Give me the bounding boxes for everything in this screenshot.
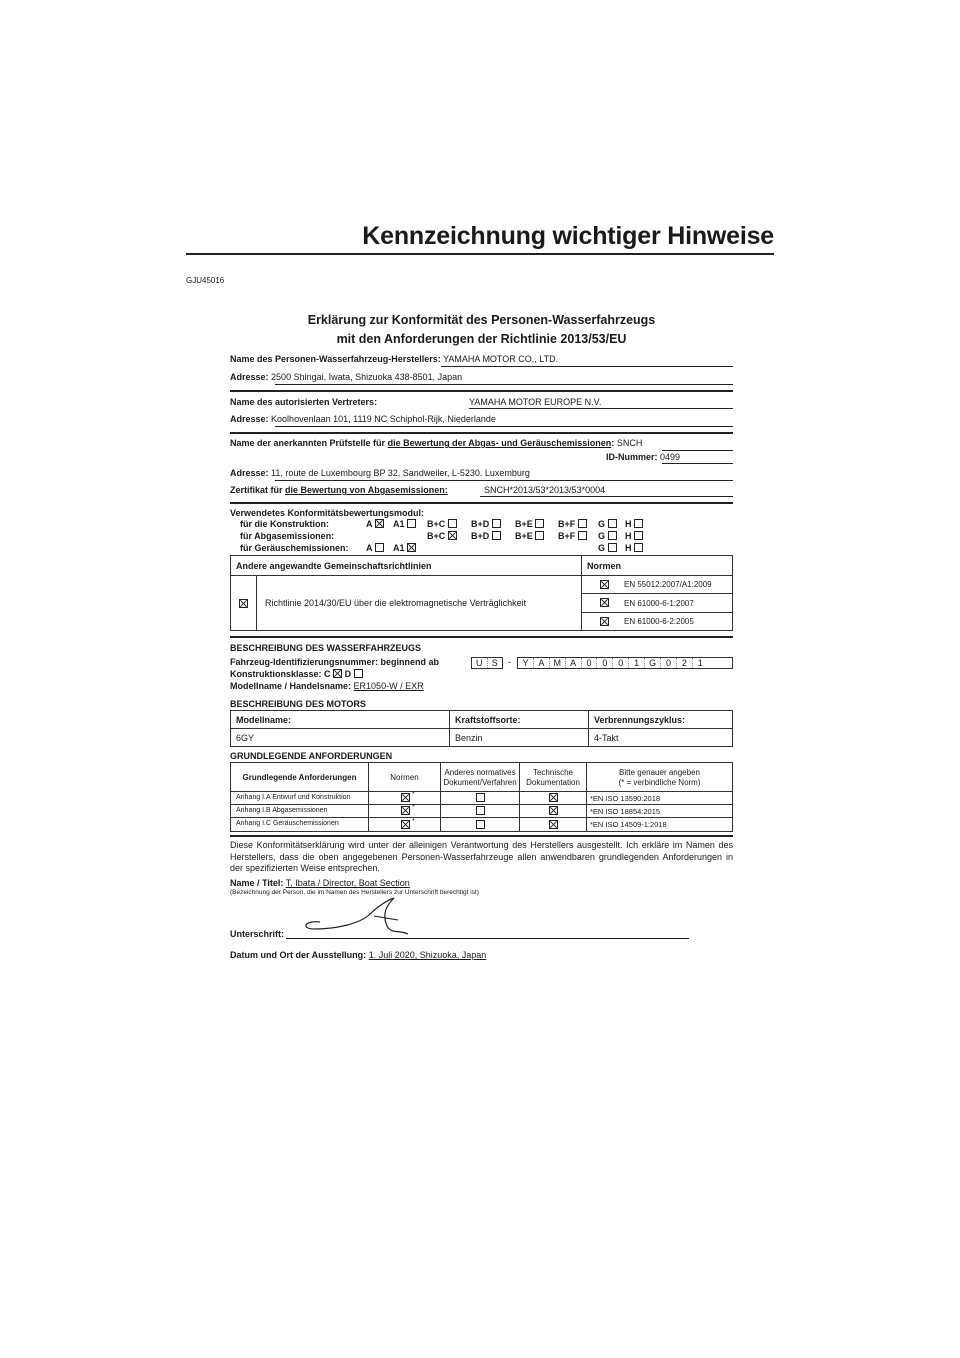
module-row-exhaust-label: für Abgasemissionen: xyxy=(240,531,335,541)
directive-checkbox-cell xyxy=(230,575,257,631)
body-underline xyxy=(662,450,733,451)
req-header-4: Technische Dokumentation xyxy=(519,762,587,792)
vin-prefix-box: U S xyxy=(471,657,503,669)
req-header-1: Grundlegende Anforderungen xyxy=(230,762,369,792)
model-value: ER1050-W / EXR xyxy=(353,681,424,691)
requirements-title: GRUNDLEGENDE ANFORDERUNGEN xyxy=(230,751,393,761)
id-label: ID-Nummer: xyxy=(606,452,658,462)
page-title: Kennzeichnung wichtiger Hinweise xyxy=(362,222,774,250)
body-address: 11, route de Luxembourg BP 32, Sandweiler, L-5230. Luxemburg xyxy=(271,468,530,478)
checkbox-empty xyxy=(407,519,416,528)
engine-header-fuel: Kraftstoffsorte: xyxy=(449,710,589,729)
address-label: Adresse: xyxy=(230,414,269,424)
closing-statement: Diese Konformitätserklärung wird unter der alleinigen Verantwortung des Herstellers ausgestellt. Ich erkläre im Namen des Herstellers, dass die oben angegebenen Personen-Wasserfahrzeuge allen anwendbaren grundlegenden Anforderungen in der spezifizierten Weise entsprechen. xyxy=(230,840,733,873)
directive-cell: Richtlinie 2014/30/EU über die elektromagnetische Verträglichkeit xyxy=(256,575,582,631)
rep-address: Koolhovenlaan 101, 1119 NC Schiphol-Rijk, Niederlande xyxy=(271,414,496,424)
checkbox-empty xyxy=(535,519,544,528)
checkbox-empty xyxy=(578,531,587,540)
id-underline xyxy=(662,463,733,464)
checkbox-checked xyxy=(239,599,248,608)
cert-row xyxy=(230,485,448,495)
engine-header-model: Modellname: xyxy=(230,710,450,729)
rep-value: YAMAHA MOTOR EUROPE N.V. xyxy=(469,397,602,407)
name-title-row: Name / Titel: T. Ibata / Director, Boat Section xyxy=(230,878,410,888)
module-a1-noise: A1 xyxy=(393,543,416,553)
section-divider xyxy=(230,432,733,434)
checkbox-empty xyxy=(634,543,643,552)
module-h-noise: H xyxy=(625,543,643,553)
module-row-construction-label: für die Konstruktion: xyxy=(240,519,329,529)
manufacturer-value: YAMAHA MOTOR CO., LTD. xyxy=(443,354,559,364)
manufacturer-row xyxy=(230,354,558,364)
address-underline xyxy=(275,384,733,385)
declaration-heading-1: Erklärung zur Konformität des Personen-Wasserfahrzeugs xyxy=(307,313,656,327)
signature-label: Unterschrift: xyxy=(230,929,285,939)
section-divider xyxy=(230,502,733,504)
body-row: Name der anerkannten Prüfstelle für die Bewertung der Abgas- und Geräuschemissionen: SNCH xyxy=(230,438,643,448)
norm-row-1: EN 55012:2007/A1:2009 xyxy=(581,575,733,594)
checkbox-checked xyxy=(407,543,416,552)
module-row-noise-label: für Geräuschemissionen: xyxy=(240,543,349,553)
body-address-row xyxy=(230,468,530,478)
checkbox-empty xyxy=(634,531,643,540)
module-g-exhaust: G xyxy=(598,531,617,541)
engine-value-fuel: Benzin xyxy=(449,728,589,747)
cert-underline xyxy=(480,496,733,497)
directives-header-col2: Normen xyxy=(581,555,733,576)
manufacturer-label: Name des Personen-Wasserfahrzeug-Herstellers: xyxy=(230,354,441,364)
declaration-heading-2: mit den Anforderungen der Richtlinie 2013/53/EU xyxy=(336,332,627,346)
module-bf-construction: B+F xyxy=(558,519,587,529)
date-row: Datum und Ort der Ausstellung: 1. Juli 2020, Shizuoka, Japan xyxy=(230,950,487,960)
address-label: Adresse: xyxy=(230,468,269,478)
checkbox-empty xyxy=(578,519,587,528)
id-row xyxy=(606,452,680,462)
rep-address-row xyxy=(230,414,496,424)
engine-header-cycle: Verbrennungszyklus: xyxy=(588,710,733,729)
id-value: 0499 xyxy=(660,452,681,462)
cert-label: Zertifikat für xyxy=(230,485,283,495)
cert-value: SNCH*2013/53*2013/53*0004 xyxy=(484,485,606,495)
name-title-value: T. Ibata / Director, Boat Section xyxy=(285,878,410,888)
manufacturer-address: 2500 Shingai, Iwata, Shizuoka 438-8501, Japan xyxy=(271,372,463,382)
manufacturer-address-row xyxy=(230,372,462,382)
module-bf-exhaust: B+F xyxy=(558,531,587,541)
body-label: Name der anerkannten Prüfstelle für xyxy=(230,438,386,448)
req-header-5: Bitte genauer angeben (* = verbindliche Norm) xyxy=(586,762,733,792)
directives-header-col1: Andere angewandte Gemeinschaftsrichtlinien xyxy=(230,555,582,576)
section-divider xyxy=(230,835,733,837)
section-divider xyxy=(230,390,733,392)
module-bd-construction: B+D xyxy=(471,519,501,529)
craft-title: BESCHREIBUNG DES WASSERFAHRZEUGS xyxy=(230,643,422,653)
req-header-2: Normen xyxy=(368,762,441,792)
checkbox-checked xyxy=(333,669,342,678)
checkbox-checked xyxy=(375,519,384,528)
signature-line xyxy=(286,938,689,939)
section-divider xyxy=(230,636,733,638)
checkbox-empty xyxy=(354,669,363,678)
vin-rest-box: Y A M A 0 0 0 1 G 0 2 1 xyxy=(517,657,733,669)
module-g-noise: G xyxy=(598,543,617,553)
checkbox-empty xyxy=(492,519,501,528)
name-note: (Bezeichnung der Person, die im Namen des Herstellers zur Unterschrift berechtigt ist) xyxy=(230,889,479,896)
checkbox-empty xyxy=(375,543,384,552)
norm-row-2: EN 61000-6-1:2007 xyxy=(581,593,733,613)
checkbox-empty xyxy=(608,531,617,540)
checkbox-empty xyxy=(608,519,617,528)
module-be-construction: B+E xyxy=(515,519,544,529)
module-bc-exhaust: B+C xyxy=(427,531,457,541)
vin-label: Fahrzeug-Identifizierungsnummer: beginnend ab xyxy=(230,657,440,667)
engine-value-model: 6GY xyxy=(230,728,450,747)
signature-image xyxy=(290,896,430,938)
class-row: Konstruktionsklasse: C D xyxy=(230,669,363,679)
module-bd-exhaust: B+D xyxy=(471,531,501,541)
document-code: GJU45016 xyxy=(186,276,225,285)
module-bc-construction: B+C xyxy=(427,519,457,529)
cert-label-underlined: die Bewertung von Abgasemissionen: xyxy=(285,485,448,495)
module-a-noise: A xyxy=(366,543,384,553)
checkbox-empty xyxy=(492,531,501,540)
rep-underline xyxy=(469,408,733,409)
module-a-construction: A xyxy=(366,519,384,529)
module-h-construction: H xyxy=(625,519,643,529)
rep-label: Name des autorisierten Vertreters: xyxy=(230,397,378,407)
checkbox-checked xyxy=(448,531,457,540)
title-rule xyxy=(186,253,774,255)
module-a1-construction: A1 xyxy=(393,519,416,529)
engine-value-cycle: 4-Takt xyxy=(588,728,733,747)
checkbox-empty xyxy=(608,543,617,552)
checkbox-empty xyxy=(448,519,457,528)
req-header-3: Anderes normatives Dokument/Verfahren xyxy=(440,762,520,792)
date-value: 1. Juli 2020, Shizuoka, Japan xyxy=(368,950,487,960)
model-row: Modellname / Handelsname: ER1050-W / EXR xyxy=(230,681,424,691)
module-g-construction: G xyxy=(598,519,617,529)
body-label-underlined: die Bewertung der Abgas- und Geräuschemissionen xyxy=(387,438,612,448)
norm-row-3: EN 61000-6-2:2005 xyxy=(581,612,733,631)
checkbox-empty xyxy=(634,519,643,528)
body-value: SNCH xyxy=(616,438,643,448)
rep-address-underline xyxy=(275,426,733,427)
vin-dash: - xyxy=(508,657,511,667)
manufacturer-underline xyxy=(441,366,733,367)
module-h-exhaust: H xyxy=(625,531,643,541)
modules-title: Verwendetes Konformitätsbewertungsmodul: xyxy=(230,508,425,518)
body-address-underline xyxy=(275,480,733,481)
engine-title: BESCHREIBUNG DES MOTORS xyxy=(230,699,366,709)
address-label: Adresse: xyxy=(230,372,269,382)
checkbox-empty xyxy=(535,531,544,540)
module-be-exhaust: B+E xyxy=(515,531,544,541)
